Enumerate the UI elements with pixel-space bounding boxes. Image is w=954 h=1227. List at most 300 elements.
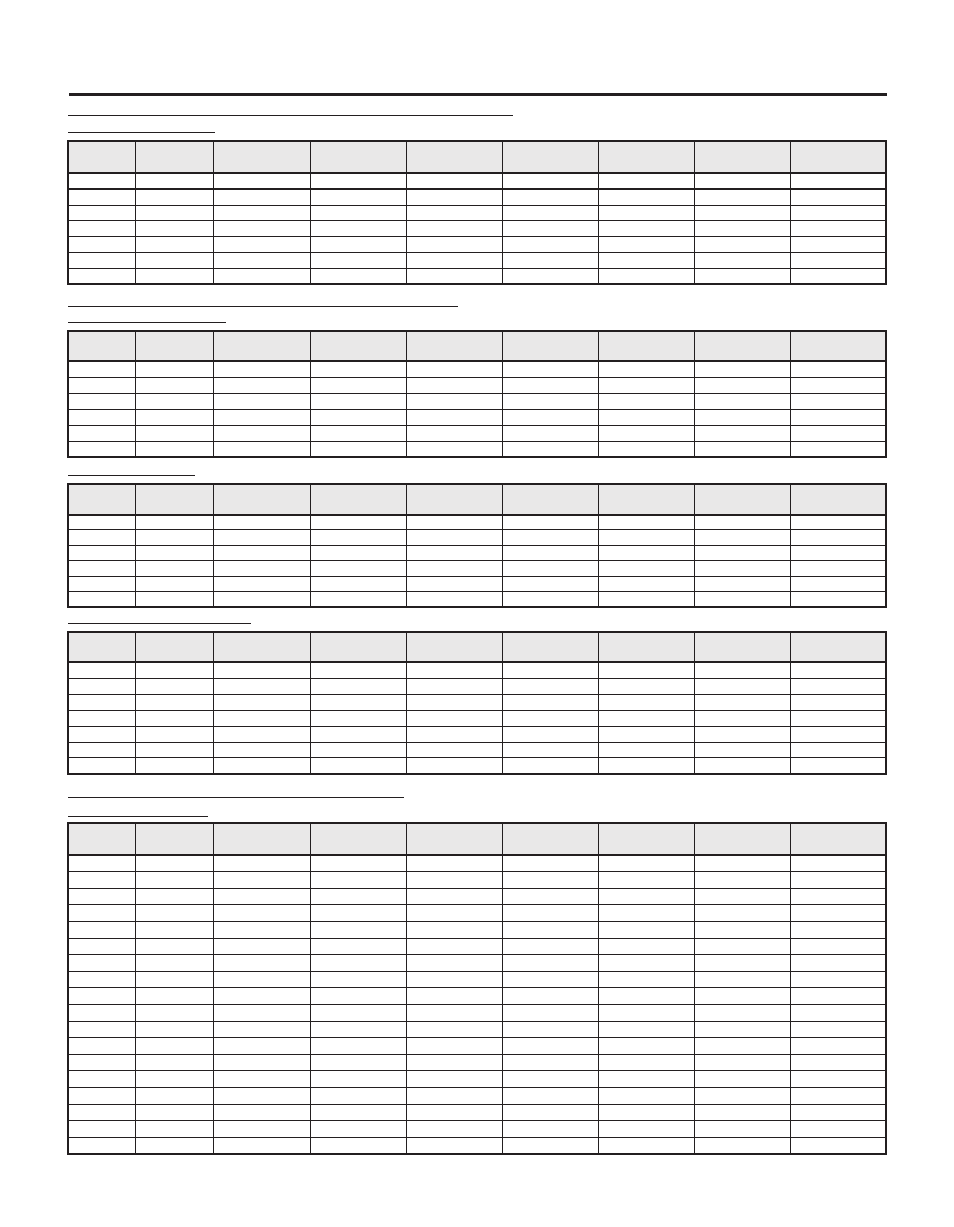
table-cell — [694, 888, 790, 905]
table-cell — [790, 1021, 886, 1038]
table-cell — [406, 561, 502, 576]
table-cell — [694, 1054, 790, 1071]
table-row — [68, 662, 886, 678]
table-cell — [310, 855, 406, 872]
section-2-title-line — [68, 306, 458, 307]
table-cell — [598, 872, 694, 889]
table-cell — [310, 530, 406, 545]
table-cell — [135, 441, 213, 457]
table-cell — [598, 1005, 694, 1022]
table-cell — [213, 938, 310, 955]
section-3-header-cell — [598, 484, 694, 515]
table-cell — [694, 710, 790, 726]
table-cell — [502, 872, 598, 889]
table-cell — [694, 409, 790, 425]
section-4-table-wrap — [67, 631, 887, 775]
table-cell — [135, 576, 213, 591]
section-5-header-cell — [502, 823, 598, 855]
table-cell — [790, 971, 886, 988]
table-cell — [790, 592, 886, 607]
table-cell — [406, 1038, 502, 1055]
section-1-table-wrap — [67, 140, 887, 285]
table-cell — [790, 678, 886, 694]
table-cell — [406, 888, 502, 905]
table-cell — [135, 1104, 213, 1121]
section-2-header-cell — [68, 331, 135, 361]
table-cell — [694, 592, 790, 607]
table-cell — [213, 173, 310, 189]
table-cell — [598, 361, 694, 377]
table-cell — [213, 1104, 310, 1121]
table-cell — [310, 545, 406, 560]
table-row — [68, 592, 886, 607]
table-cell — [68, 268, 135, 284]
table-cell — [68, 530, 135, 545]
table-cell — [502, 922, 598, 939]
table-cell — [502, 221, 598, 237]
table-row — [68, 726, 886, 742]
table-cell — [790, 530, 886, 545]
table-cell — [694, 205, 790, 221]
section-5-header-cell — [135, 823, 213, 855]
table-cell — [68, 955, 135, 972]
table-cell — [135, 1005, 213, 1022]
table-cell — [502, 1121, 598, 1138]
table-cell — [213, 393, 310, 409]
table-cell — [406, 694, 502, 710]
table-cell — [406, 1137, 502, 1154]
table-cell — [598, 726, 694, 742]
table-cell — [790, 988, 886, 1005]
table-cell — [310, 678, 406, 694]
table-cell — [213, 742, 310, 758]
table-cell — [135, 268, 213, 284]
table-cell — [406, 530, 502, 545]
table-cell — [502, 955, 598, 972]
table-cell — [135, 726, 213, 742]
section-4-header-cell — [406, 632, 502, 662]
section-1-header-row — [68, 141, 886, 173]
table-cell — [213, 905, 310, 922]
table-cell — [598, 441, 694, 457]
table-cell — [68, 252, 135, 268]
table-cell — [502, 888, 598, 905]
table-cell — [790, 726, 886, 742]
table-cell — [790, 955, 886, 972]
table-cell — [406, 1071, 502, 1088]
table-cell — [694, 872, 790, 889]
table-cell — [694, 441, 790, 457]
table-cell — [406, 742, 502, 758]
table-cell — [310, 1054, 406, 1071]
table-cell — [68, 189, 135, 205]
table-row — [68, 530, 886, 545]
table-cell — [502, 1021, 598, 1038]
table-cell — [502, 377, 598, 393]
table-cell — [135, 855, 213, 872]
table-row — [68, 1121, 886, 1138]
table-cell — [68, 545, 135, 560]
table-cell — [213, 710, 310, 726]
table-cell — [694, 1071, 790, 1088]
table-cell — [310, 742, 406, 758]
table-cell — [502, 252, 598, 268]
section-1-header-cell — [598, 141, 694, 173]
table-cell — [406, 377, 502, 393]
table-cell — [694, 1088, 790, 1105]
table-cell — [790, 1121, 886, 1138]
section-1-header-cell — [502, 141, 598, 173]
table-cell — [694, 922, 790, 939]
table-cell — [598, 425, 694, 441]
table-row — [68, 1054, 886, 1071]
table-cell — [790, 361, 886, 377]
table-cell — [213, 268, 310, 284]
section-5-header-cell — [790, 823, 886, 855]
table-row — [68, 205, 886, 221]
table-cell — [135, 872, 213, 889]
table-row — [68, 758, 886, 774]
table-cell — [790, 189, 886, 205]
table-cell — [694, 1137, 790, 1154]
table-cell — [68, 905, 135, 922]
table-cell — [406, 855, 502, 872]
table-cell — [502, 1137, 598, 1154]
section-2-table-wrap — [67, 330, 887, 458]
table-cell — [502, 1071, 598, 1088]
table-cell — [694, 726, 790, 742]
table-cell — [694, 662, 790, 678]
table-cell — [68, 237, 135, 253]
table-cell — [68, 694, 135, 710]
table-row — [68, 694, 886, 710]
table-cell — [598, 888, 694, 905]
table-cell — [310, 268, 406, 284]
table-row — [68, 1137, 886, 1154]
table-cell — [213, 1088, 310, 1105]
table-cell — [213, 971, 310, 988]
table-cell — [502, 662, 598, 678]
table-cell — [310, 922, 406, 939]
table-cell — [213, 441, 310, 457]
table-cell — [598, 1121, 694, 1138]
table-cell — [694, 678, 790, 694]
table-cell — [598, 988, 694, 1005]
table-row — [68, 971, 886, 988]
table-cell — [694, 237, 790, 253]
table-cell — [135, 1054, 213, 1071]
table-cell — [68, 1104, 135, 1121]
section-3-header-cell — [790, 484, 886, 515]
table-cell — [135, 237, 213, 253]
table-cell — [790, 1137, 886, 1154]
table-cell — [68, 576, 135, 591]
table-cell — [310, 361, 406, 377]
table-cell — [135, 377, 213, 393]
table-cell — [310, 515, 406, 530]
table-cell — [406, 252, 502, 268]
table-cell — [406, 1104, 502, 1121]
table-cell — [213, 361, 310, 377]
table-cell — [694, 1005, 790, 1022]
table-cell — [598, 742, 694, 758]
table-cell — [598, 545, 694, 560]
table-cell — [135, 221, 213, 237]
table-cell — [68, 173, 135, 189]
table-cell — [790, 425, 886, 441]
table-row — [68, 710, 886, 726]
table-row — [68, 1071, 886, 1088]
table-cell — [135, 742, 213, 758]
section-1-header-cell — [790, 141, 886, 173]
table-cell — [694, 377, 790, 393]
section-4-header-cell — [213, 632, 310, 662]
table-cell — [135, 173, 213, 189]
section-2-header-cell — [790, 331, 886, 361]
table-cell — [68, 922, 135, 939]
table-cell — [135, 189, 213, 205]
table-cell — [68, 425, 135, 441]
table-cell — [406, 409, 502, 425]
table-cell — [406, 205, 502, 221]
table-cell — [598, 1071, 694, 1088]
table-cell — [406, 393, 502, 409]
section-1-header-cell — [406, 141, 502, 173]
table-cell — [310, 425, 406, 441]
table-cell — [502, 678, 598, 694]
table-cell — [406, 515, 502, 530]
table-row — [68, 955, 886, 972]
table-cell — [598, 205, 694, 221]
section-2-subtitle-line — [68, 322, 226, 323]
table-cell — [68, 742, 135, 758]
table-cell — [406, 1088, 502, 1105]
table-cell — [213, 888, 310, 905]
table-cell — [598, 173, 694, 189]
table-cell — [213, 855, 310, 872]
table-cell — [213, 425, 310, 441]
table-cell — [310, 409, 406, 425]
table-cell — [68, 1005, 135, 1022]
table-cell — [135, 710, 213, 726]
table-cell — [598, 221, 694, 237]
section-4-header-cell — [135, 632, 213, 662]
table-cell — [68, 855, 135, 872]
table-cell — [694, 955, 790, 972]
section-1-subtitle-line — [68, 132, 215, 133]
table-cell — [694, 742, 790, 758]
table-cell — [790, 515, 886, 530]
table-cell — [68, 678, 135, 694]
section-5-header-row — [68, 823, 886, 855]
table-row — [68, 515, 886, 530]
table-cell — [68, 1088, 135, 1105]
table-row — [68, 1005, 886, 1022]
table-cell — [502, 441, 598, 457]
table-cell — [502, 905, 598, 922]
table-cell — [310, 592, 406, 607]
table-cell — [598, 189, 694, 205]
table-cell — [790, 221, 886, 237]
table-cell — [694, 361, 790, 377]
table-cell — [135, 1038, 213, 1055]
table-cell — [68, 377, 135, 393]
table-cell — [135, 1137, 213, 1154]
table-cell — [406, 425, 502, 441]
table-cell — [310, 1021, 406, 1038]
table-cell — [68, 592, 135, 607]
section-5-subtitle-line — [68, 816, 208, 817]
table-cell — [406, 189, 502, 205]
section-3-header-cell — [310, 484, 406, 515]
table-cell — [790, 1071, 886, 1088]
table-cell — [135, 1121, 213, 1138]
table-cell — [135, 1071, 213, 1088]
table-cell — [502, 1104, 598, 1121]
table-row — [68, 576, 886, 591]
section-2-header-row — [68, 331, 886, 361]
table-cell — [694, 530, 790, 545]
table-row — [68, 268, 886, 284]
table-cell — [310, 888, 406, 905]
table-cell — [406, 361, 502, 377]
table-row — [68, 377, 886, 393]
table-cell — [310, 393, 406, 409]
table-row — [68, 938, 886, 955]
table-cell — [790, 694, 886, 710]
table-cell — [310, 1088, 406, 1105]
section-3-header-cell — [502, 484, 598, 515]
table-cell — [213, 694, 310, 710]
table-cell — [406, 758, 502, 774]
table-cell — [502, 1005, 598, 1022]
table-cell — [502, 855, 598, 872]
table-cell — [406, 662, 502, 678]
table-cell — [310, 1005, 406, 1022]
table-cell — [310, 576, 406, 591]
table-cell — [310, 205, 406, 221]
table-row — [68, 221, 886, 237]
table-cell — [213, 872, 310, 889]
table-row — [68, 888, 886, 905]
table-cell — [68, 441, 135, 457]
table-cell — [598, 694, 694, 710]
table-cell — [406, 905, 502, 922]
table-cell — [502, 1038, 598, 1055]
table-cell — [790, 758, 886, 774]
table-cell — [68, 888, 135, 905]
section-4-table — [67, 631, 887, 775]
table-cell — [213, 561, 310, 576]
table-cell — [598, 377, 694, 393]
table-cell — [213, 545, 310, 560]
table-cell — [598, 922, 694, 939]
table-cell — [406, 173, 502, 189]
table-cell — [135, 205, 213, 221]
table-cell — [502, 726, 598, 742]
table-cell — [310, 1104, 406, 1121]
table-cell — [598, 758, 694, 774]
table-cell — [310, 252, 406, 268]
table-cell — [502, 361, 598, 377]
table-cell — [406, 955, 502, 972]
table-cell — [694, 758, 790, 774]
table-cell — [502, 592, 598, 607]
table-row — [68, 855, 886, 872]
table-cell — [502, 710, 598, 726]
table-cell — [598, 1054, 694, 1071]
table-cell — [135, 545, 213, 560]
table-cell — [790, 1088, 886, 1105]
table-cell — [790, 393, 886, 409]
table-row — [68, 173, 886, 189]
table-cell — [694, 252, 790, 268]
table-cell — [406, 988, 502, 1005]
table-cell — [502, 988, 598, 1005]
table-cell — [135, 1021, 213, 1038]
table-cell — [598, 855, 694, 872]
table-cell — [502, 173, 598, 189]
table-cell — [68, 1137, 135, 1154]
table-cell — [790, 561, 886, 576]
table-cell — [310, 1121, 406, 1138]
table-cell — [790, 922, 886, 939]
table-cell — [598, 971, 694, 988]
table-cell — [502, 515, 598, 530]
table-cell — [135, 988, 213, 1005]
table-cell — [598, 561, 694, 576]
table-cell — [502, 393, 598, 409]
table-cell — [68, 726, 135, 742]
table-cell — [310, 726, 406, 742]
table-cell — [310, 971, 406, 988]
section-3-header-cell — [406, 484, 502, 515]
table-cell — [310, 237, 406, 253]
table-cell — [598, 252, 694, 268]
table-cell — [790, 905, 886, 922]
table-cell — [790, 710, 886, 726]
table-cell — [310, 173, 406, 189]
table-cell — [406, 938, 502, 955]
table-cell — [310, 1071, 406, 1088]
table-cell — [406, 1021, 502, 1038]
section-2-header-cell — [502, 331, 598, 361]
table-cell — [213, 955, 310, 972]
table-cell — [598, 530, 694, 545]
table-cell — [598, 678, 694, 694]
table-cell — [502, 205, 598, 221]
table-cell — [790, 441, 886, 457]
section-3-table — [67, 483, 887, 608]
table-cell — [694, 1104, 790, 1121]
table-cell — [68, 409, 135, 425]
table-cell — [310, 662, 406, 678]
section-1-title-line — [68, 115, 513, 116]
table-row — [68, 922, 886, 939]
table-cell — [790, 938, 886, 955]
table-cell — [135, 561, 213, 576]
section-4-title-line — [68, 623, 251, 624]
table-cell — [310, 694, 406, 710]
table-cell — [598, 662, 694, 678]
section-1-header-cell — [694, 141, 790, 173]
table-cell — [790, 855, 886, 872]
table-cell — [213, 515, 310, 530]
table-cell — [406, 678, 502, 694]
section-2-header-cell — [598, 331, 694, 361]
table-cell — [135, 425, 213, 441]
table-cell — [68, 205, 135, 221]
